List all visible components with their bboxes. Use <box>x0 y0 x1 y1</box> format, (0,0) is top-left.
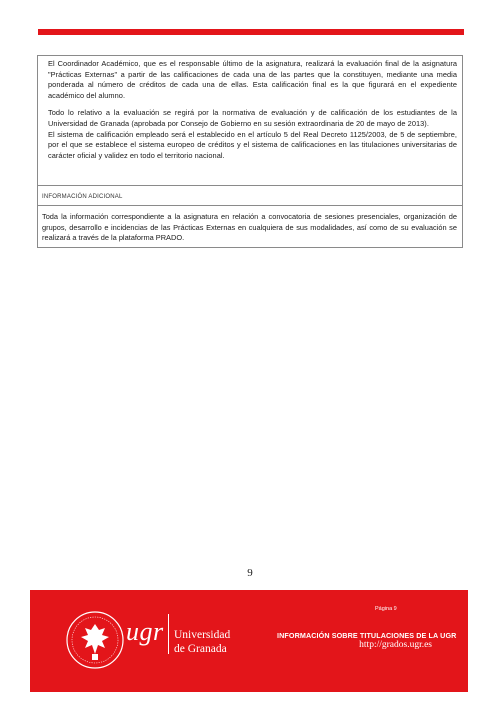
evaluation-section <box>37 55 463 186</box>
info-titulaciones-title: INFORMACIÓN SOBRE TITULACIONES DE LA UGR <box>277 631 457 640</box>
university-name-line-2: de Granada <box>174 643 227 655</box>
university-name-line-1: Universidad <box>174 629 231 641</box>
additional-info-section <box>37 206 463 248</box>
logo-divider <box>168 614 169 654</box>
university-name <box>174 628 230 656</box>
evaluation-paragraph-1: El Coordinador Académico, que es el responsable último de la asignatura, realizará la evaluación final de la asignatura "Prácticas Externas" a partir de las calificaciones de cada una de las partes que la constituyen, mediante una media ponderada al número de créditos de cada una de ellas. Esta calificación final es la que figurará en el expediente académico del alumno. <box>48 59 457 100</box>
ugr-logo: ugr <box>126 617 164 646</box>
page-label: Página 9 <box>375 606 397 612</box>
additional-info-header: INFORMACIÓN ADICIONAL <box>37 186 463 206</box>
university-seal-icon <box>65 610 125 670</box>
evaluation-paragraph-2: Todo lo relativo a la evaluación se regirá por la normativa de evaluación y de calificación de los estudiantes de la Universidad de Granada (aprobada por Consejo de Gobierno en su sesión extraordinaria de 20 de mayo de 2013). <box>48 108 457 128</box>
evaluation-paragraph-3: El sistema de calificación empleado será el establecido en el artículo 5 del Real Decreto 1125/2003, de 5 de septiembre, por el que se establece el sistema europeo de créditos y el sistema de calificaciones en las titulaciones universitarias de carácter oficial y validez en todo el territorio nacional. <box>48 129 457 160</box>
top-red-bar <box>38 29 464 35</box>
footer-banner <box>30 590 468 692</box>
page-number: 9 <box>247 567 253 579</box>
grados-url-link[interactable]: http://grados.ugr.es <box>359 640 432 650</box>
additional-info-text: Toda la información correspondiente a la asignatura en relación a convocatoria de sesiones presenciales, organización de grupos, desarrollo e incidencias de las Prácticas Externas en cualquiera de sus modalidades, así como de su evaluación se realizará a través de la plataforma PRADO. <box>42 212 457 243</box>
